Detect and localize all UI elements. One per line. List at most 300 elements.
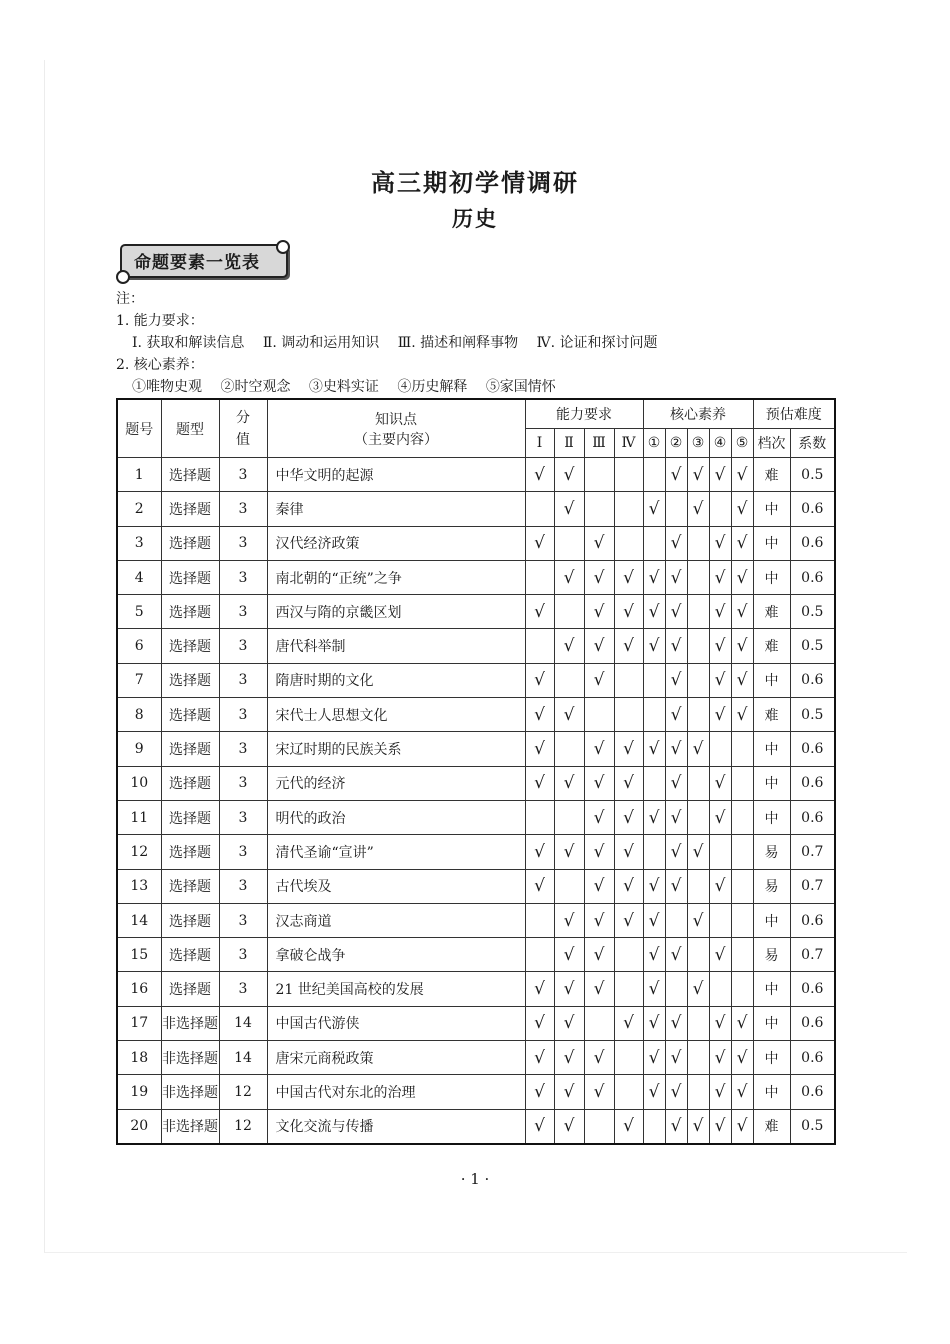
header-no: 题号 — [117, 399, 161, 458]
cell-topic: 宋代士人思想文化 — [267, 698, 525, 732]
cell-type: 选择题 — [161, 766, 219, 800]
cell-coef: 0.5 — [790, 629, 835, 663]
cell-type: 选择题 — [161, 800, 219, 834]
cell-level: 难 — [753, 629, 790, 663]
cell-ability-check: √ — [525, 698, 554, 732]
cell-topic: 秦律 — [267, 492, 525, 526]
cell-topic: 古代埃及 — [267, 869, 525, 903]
cell-coef: 0.6 — [790, 526, 835, 560]
cell-coef: 0.6 — [790, 800, 835, 834]
cell-literacy-check: √ — [731, 663, 753, 697]
header-topic-label: 知识点 — [375, 411, 417, 428]
cell-ability-check: √ — [525, 663, 554, 697]
cell-literacy-check — [687, 800, 709, 834]
cell-literacy-check: √ — [665, 1075, 687, 1109]
header-ability-col: Ⅳ — [614, 429, 643, 458]
table-row — [117, 766, 835, 800]
ability-item: Ⅰ. 获取和解读信息 — [132, 335, 245, 351]
cell-coef: 0.6 — [790, 1006, 835, 1040]
cell-coef: 0.6 — [790, 1041, 835, 1075]
table-row — [117, 1006, 835, 1040]
cell-ability-check: √ — [525, 1006, 554, 1040]
table-row — [117, 663, 835, 697]
table-row — [117, 458, 835, 492]
cell-ability-check: √ — [614, 629, 643, 663]
cell-literacy-check — [643, 766, 665, 800]
cell-literacy-check: √ — [709, 1109, 731, 1144]
cell-topic: 21 世纪美国高校的发展 — [267, 972, 525, 1006]
cell-type: 选择题 — [161, 458, 219, 492]
cell-level: 中 — [753, 732, 790, 766]
cell-no: 2 — [117, 492, 161, 526]
cell-coef: 0.6 — [790, 972, 835, 1006]
literacy-item: ⑤家国情怀 — [485, 379, 556, 395]
cell-type: 选择题 — [161, 663, 219, 697]
cell-literacy-check: √ — [709, 698, 731, 732]
header-difficulty-col: 系数 — [790, 429, 835, 458]
cell-topic: 唐宋元商税政策 — [267, 1041, 525, 1075]
cell-literacy-check — [665, 492, 687, 526]
cell-score: 12 — [219, 1109, 267, 1144]
cell-topic: 清代圣谕“宣讲” — [267, 835, 525, 869]
cell-ability-check: √ — [584, 629, 614, 663]
cell-topic: 元代的经济 — [267, 766, 525, 800]
cell-type: 选择题 — [161, 492, 219, 526]
cell-ability-check: √ — [525, 869, 554, 903]
cell-literacy-check — [687, 1075, 709, 1109]
cell-score: 3 — [219, 800, 267, 834]
cell-literacy-check: √ — [731, 595, 753, 629]
cell-literacy-check — [709, 492, 731, 526]
header-ability-col: Ⅰ — [525, 429, 554, 458]
cell-ability-check: √ — [584, 560, 614, 594]
cell-ability-check: √ — [554, 972, 584, 1006]
table-row — [117, 1041, 835, 1075]
cell-level: 难 — [753, 1109, 790, 1144]
cell-ability-check: √ — [525, 1041, 554, 1075]
cell-literacy-check — [731, 903, 753, 937]
cell-coef: 0.7 — [790, 869, 835, 903]
cell-type: 选择题 — [161, 835, 219, 869]
cell-topic: 中华文明的起源 — [267, 458, 525, 492]
cell-topic: 南北朝的“正统”之争 — [267, 560, 525, 594]
cell-score: 3 — [219, 663, 267, 697]
header-literacy-col: ③ — [687, 429, 709, 458]
cell-ability-check: √ — [584, 1041, 614, 1075]
cell-ability-check — [614, 1041, 643, 1075]
ability-list — [116, 332, 672, 354]
cell-literacy-check — [687, 526, 709, 560]
header-score: 分值 — [219, 399, 267, 458]
cell-level: 中 — [753, 972, 790, 1006]
cell-literacy-check: √ — [731, 1041, 753, 1075]
cell-coef: 0.6 — [790, 663, 835, 697]
header-difficulty-col: 档次 — [753, 429, 790, 458]
cell-level: 中 — [753, 492, 790, 526]
ability-item: Ⅲ. 描述和阐释事物 — [397, 335, 519, 351]
cell-no: 12 — [117, 835, 161, 869]
cell-level: 中 — [753, 766, 790, 800]
cell-literacy-check: √ — [665, 1006, 687, 1040]
cell-coef: 0.6 — [790, 1075, 835, 1109]
cell-literacy-check: √ — [643, 732, 665, 766]
cell-ability-check: √ — [614, 869, 643, 903]
cell-literacy-check — [731, 938, 753, 972]
page-title: 高三期初学情调研 — [371, 168, 579, 197]
cell-literacy-check: √ — [731, 526, 753, 560]
cell-ability-check: √ — [554, 458, 584, 492]
cell-topic: 汉志商道 — [267, 903, 525, 937]
header-ability: 能力要求 — [525, 399, 643, 429]
literacy-item: ③史料实证 — [308, 379, 379, 395]
cell-literacy-check: √ — [665, 458, 687, 492]
cell-literacy-check: √ — [709, 1006, 731, 1040]
cell-score: 3 — [219, 972, 267, 1006]
cell-literacy-check: √ — [665, 526, 687, 560]
table-row — [117, 938, 835, 972]
cell-no: 10 — [117, 766, 161, 800]
cell-literacy-check: √ — [665, 698, 687, 732]
ability-item: Ⅱ. 调动和运用知识 — [262, 335, 380, 351]
cell-ability-check: √ — [554, 938, 584, 972]
cell-level: 中 — [753, 903, 790, 937]
cell-literacy-check: √ — [709, 663, 731, 697]
cell-literacy-check: √ — [687, 972, 709, 1006]
cell-no: 11 — [117, 800, 161, 834]
header-ability-col: Ⅱ — [554, 429, 584, 458]
cell-ability-check: √ — [554, 1109, 584, 1144]
cell-no: 19 — [117, 1075, 161, 1109]
cell-type: 选择题 — [161, 903, 219, 937]
cell-literacy-check: √ — [643, 869, 665, 903]
cell-literacy-check — [731, 869, 753, 903]
cell-no: 7 — [117, 663, 161, 697]
table-row — [117, 732, 835, 766]
cell-ability-check — [554, 800, 584, 834]
cell-topic: 中国古代对东北的治理 — [267, 1075, 525, 1109]
section-banner — [116, 240, 286, 276]
cell-ability-check — [584, 698, 614, 732]
question-table — [116, 398, 836, 1145]
cell-level: 中 — [753, 663, 790, 697]
cell-topic: 唐代科举制 — [267, 629, 525, 663]
cell-type: 非选择题 — [161, 1075, 219, 1109]
header-type: 题型 — [161, 399, 219, 458]
cell-score: 14 — [219, 1006, 267, 1040]
cell-ability-check — [614, 526, 643, 560]
cell-ability-check — [525, 492, 554, 526]
cell-coef: 0.5 — [790, 698, 835, 732]
cell-ability-check — [554, 526, 584, 560]
header-literacy-col: ② — [665, 429, 687, 458]
cell-no: 14 — [117, 903, 161, 937]
cell-literacy-check: √ — [709, 629, 731, 663]
cell-literacy-check — [643, 458, 665, 492]
table-row — [117, 903, 835, 937]
cell-literacy-check — [709, 732, 731, 766]
cell-type: 非选择题 — [161, 1041, 219, 1075]
cell-literacy-check: √ — [731, 1006, 753, 1040]
cell-literacy-check: √ — [665, 629, 687, 663]
cell-coef: 0.6 — [790, 560, 835, 594]
cell-literacy-check: √ — [643, 800, 665, 834]
cell-literacy-check — [643, 698, 665, 732]
cell-literacy-check — [687, 869, 709, 903]
header-difficulty: 预估难度 — [753, 399, 835, 429]
cell-ability-check: √ — [554, 698, 584, 732]
cell-ability-check: √ — [584, 526, 614, 560]
table-row — [117, 560, 835, 594]
header-topic — [267, 399, 525, 458]
cell-literacy-check — [709, 835, 731, 869]
cell-literacy-check: √ — [665, 766, 687, 800]
cell-literacy-check — [643, 1109, 665, 1144]
cell-literacy-check: √ — [665, 1109, 687, 1144]
cell-ability-check: √ — [584, 869, 614, 903]
table-row — [117, 526, 835, 560]
cell-ability-check: √ — [584, 835, 614, 869]
cell-ability-check: √ — [614, 766, 643, 800]
cell-literacy-check: √ — [709, 1041, 731, 1075]
cell-ability-check — [584, 492, 614, 526]
cell-type: 选择题 — [161, 972, 219, 1006]
cell-score: 3 — [219, 560, 267, 594]
cell-ability-check — [614, 698, 643, 732]
cell-literacy-check: √ — [731, 458, 753, 492]
cell-literacy-check: √ — [709, 458, 731, 492]
cell-topic: 宋辽时期的民族关系 — [267, 732, 525, 766]
cell-literacy-check: √ — [665, 1041, 687, 1075]
cell-ability-check — [525, 800, 554, 834]
cell-literacy-check: √ — [665, 869, 687, 903]
cell-literacy-check: √ — [709, 869, 731, 903]
cell-score: 14 — [219, 1041, 267, 1075]
cell-topic: 隋唐时期的文化 — [267, 663, 525, 697]
cell-level: 中 — [753, 800, 790, 834]
cell-literacy-check: √ — [665, 938, 687, 972]
cell-score: 3 — [219, 766, 267, 800]
cell-topic: 西汉与隋的京畿区划 — [267, 595, 525, 629]
cell-ability-check — [525, 629, 554, 663]
cell-level: 易 — [753, 938, 790, 972]
cell-literacy-check — [731, 972, 753, 1006]
cell-literacy-check: √ — [709, 1075, 731, 1109]
cell-literacy-check: √ — [665, 732, 687, 766]
cell-literacy-check: √ — [731, 698, 753, 732]
cell-level: 难 — [753, 458, 790, 492]
cell-literacy-check: √ — [687, 732, 709, 766]
cell-literacy-check: √ — [643, 1006, 665, 1040]
cell-literacy-check: √ — [709, 560, 731, 594]
cell-literacy-check: √ — [687, 458, 709, 492]
cell-ability-check — [554, 663, 584, 697]
cell-score: 3 — [219, 938, 267, 972]
cell-ability-check: √ — [525, 1109, 554, 1144]
cell-topic: 汉代经济政策 — [267, 526, 525, 560]
table-row — [117, 800, 835, 834]
cell-literacy-check: √ — [709, 938, 731, 972]
cell-ability-check: √ — [525, 595, 554, 629]
cell-level: 中 — [753, 1041, 790, 1075]
cell-literacy-check — [687, 698, 709, 732]
cell-literacy-check: √ — [709, 800, 731, 834]
ability-item: Ⅳ. 论证和探讨问题 — [536, 335, 658, 351]
cell-topic: 拿破仑战争 — [267, 938, 525, 972]
cell-literacy-check: √ — [643, 560, 665, 594]
cell-level: 难 — [753, 698, 790, 732]
banner-curl-icon — [276, 240, 290, 254]
cell-literacy-check — [687, 1006, 709, 1040]
cell-coef: 0.6 — [790, 732, 835, 766]
header-ability-col: Ⅲ — [584, 429, 614, 458]
cell-level: 中 — [753, 560, 790, 594]
cell-ability-check — [614, 663, 643, 697]
page-number: · 1 · — [460, 1170, 490, 1188]
cell-ability-check: √ — [525, 458, 554, 492]
cell-ability-check: √ — [614, 835, 643, 869]
cell-literacy-check — [643, 663, 665, 697]
cell-ability-check: √ — [525, 766, 554, 800]
literacy-heading: 2. 核心素养： — [116, 357, 204, 373]
literacy-item: ②时空观念 — [220, 379, 291, 395]
header-literacy: 核心素养 — [643, 399, 753, 429]
cell-literacy-check: √ — [643, 972, 665, 1006]
cell-level: 中 — [753, 1075, 790, 1109]
cell-literacy-check: √ — [665, 560, 687, 594]
cell-type: 选择题 — [161, 560, 219, 594]
cell-literacy-check: √ — [687, 1109, 709, 1144]
cell-ability-check: √ — [584, 800, 614, 834]
cell-ability-check: √ — [554, 1075, 584, 1109]
cell-literacy-check: √ — [643, 1075, 665, 1109]
cell-ability-check: √ — [614, 1109, 643, 1144]
cell-literacy-check: √ — [687, 835, 709, 869]
cell-type: 选择题 — [161, 732, 219, 766]
cell-ability-check: √ — [614, 560, 643, 594]
cell-coef: 0.5 — [790, 1109, 835, 1144]
cell-literacy-check: √ — [731, 1109, 753, 1144]
cell-ability-check: √ — [614, 732, 643, 766]
cell-literacy-check — [731, 732, 753, 766]
cell-ability-check — [614, 938, 643, 972]
cell-score: 3 — [219, 869, 267, 903]
cell-literacy-check: √ — [665, 595, 687, 629]
cell-literacy-check: √ — [709, 595, 731, 629]
cell-literacy-check — [665, 972, 687, 1006]
cell-no: 13 — [117, 869, 161, 903]
cell-ability-check: √ — [584, 595, 614, 629]
cell-ability-check — [554, 595, 584, 629]
table-row — [117, 595, 835, 629]
cell-ability-check: √ — [584, 732, 614, 766]
cell-no: 4 — [117, 560, 161, 594]
literacy-item: ④历史解释 — [397, 379, 468, 395]
notes-head: 注： — [116, 291, 144, 307]
cell-level: 中 — [753, 1006, 790, 1040]
cell-literacy-check — [709, 903, 731, 937]
cell-score: 3 — [219, 835, 267, 869]
cell-coef: 0.7 — [790, 938, 835, 972]
header-literacy-col: ④ — [709, 429, 731, 458]
cell-literacy-check — [731, 835, 753, 869]
cell-literacy-check: √ — [731, 1075, 753, 1109]
cell-no: 17 — [117, 1006, 161, 1040]
cell-no: 16 — [117, 972, 161, 1006]
table-row — [117, 835, 835, 869]
cell-ability-check: √ — [584, 972, 614, 1006]
cell-score: 3 — [219, 732, 267, 766]
header-literacy-col: ⑤ — [731, 429, 753, 458]
cell-level: 易 — [753, 869, 790, 903]
cell-type: 选择题 — [161, 629, 219, 663]
cell-no: 3 — [117, 526, 161, 560]
cell-ability-check: √ — [554, 560, 584, 594]
cell-no: 6 — [117, 629, 161, 663]
cell-type: 非选择题 — [161, 1109, 219, 1144]
cell-literacy-check — [709, 972, 731, 1006]
cell-ability-check — [584, 1109, 614, 1144]
cell-literacy-check: √ — [687, 492, 709, 526]
cell-score: 3 — [219, 903, 267, 937]
cell-ability-check: √ — [525, 972, 554, 1006]
cell-ability-check: √ — [614, 595, 643, 629]
cell-literacy-check: √ — [709, 526, 731, 560]
cell-type: 非选择题 — [161, 1006, 219, 1040]
cell-type: 选择题 — [161, 938, 219, 972]
cell-ability-check: √ — [614, 903, 643, 937]
cell-ability-check: √ — [525, 835, 554, 869]
cell-no: 20 — [117, 1109, 161, 1144]
cell-ability-check — [525, 560, 554, 594]
header-literacy-col: ① — [643, 429, 665, 458]
cell-ability-check: √ — [554, 629, 584, 663]
cell-literacy-check — [687, 938, 709, 972]
cell-literacy-check — [643, 835, 665, 869]
cell-score: 12 — [219, 1075, 267, 1109]
table-row — [117, 492, 835, 526]
cell-type: 选择题 — [161, 698, 219, 732]
cell-literacy-check: √ — [643, 1041, 665, 1075]
cell-literacy-check: √ — [643, 938, 665, 972]
cell-ability-check — [554, 732, 584, 766]
cell-ability-check: √ — [584, 938, 614, 972]
cell-coef: 0.6 — [790, 492, 835, 526]
cell-topic: 中国古代游侠 — [267, 1006, 525, 1040]
cell-no: 5 — [117, 595, 161, 629]
cell-literacy-check — [687, 766, 709, 800]
cell-coef: 0.5 — [790, 595, 835, 629]
cell-literacy-check: √ — [643, 629, 665, 663]
cell-ability-check — [614, 972, 643, 1006]
cell-literacy-check — [687, 663, 709, 697]
cell-literacy-check: √ — [643, 492, 665, 526]
cell-ability-check — [525, 903, 554, 937]
cell-literacy-check: √ — [687, 903, 709, 937]
cell-literacy-check: √ — [643, 595, 665, 629]
cell-ability-check: √ — [584, 663, 614, 697]
table-row — [117, 869, 835, 903]
cell-no: 15 — [117, 938, 161, 972]
page-subtitle: 历史 — [452, 206, 498, 231]
literacy-list — [116, 376, 672, 398]
cell-ability-check: √ — [584, 1075, 614, 1109]
cell-ability-check: √ — [554, 903, 584, 937]
cell-literacy-check: √ — [643, 903, 665, 937]
cell-ability-check — [614, 492, 643, 526]
cell-level: 易 — [753, 835, 790, 869]
cell-no: 9 — [117, 732, 161, 766]
cell-literacy-check — [687, 1041, 709, 1075]
